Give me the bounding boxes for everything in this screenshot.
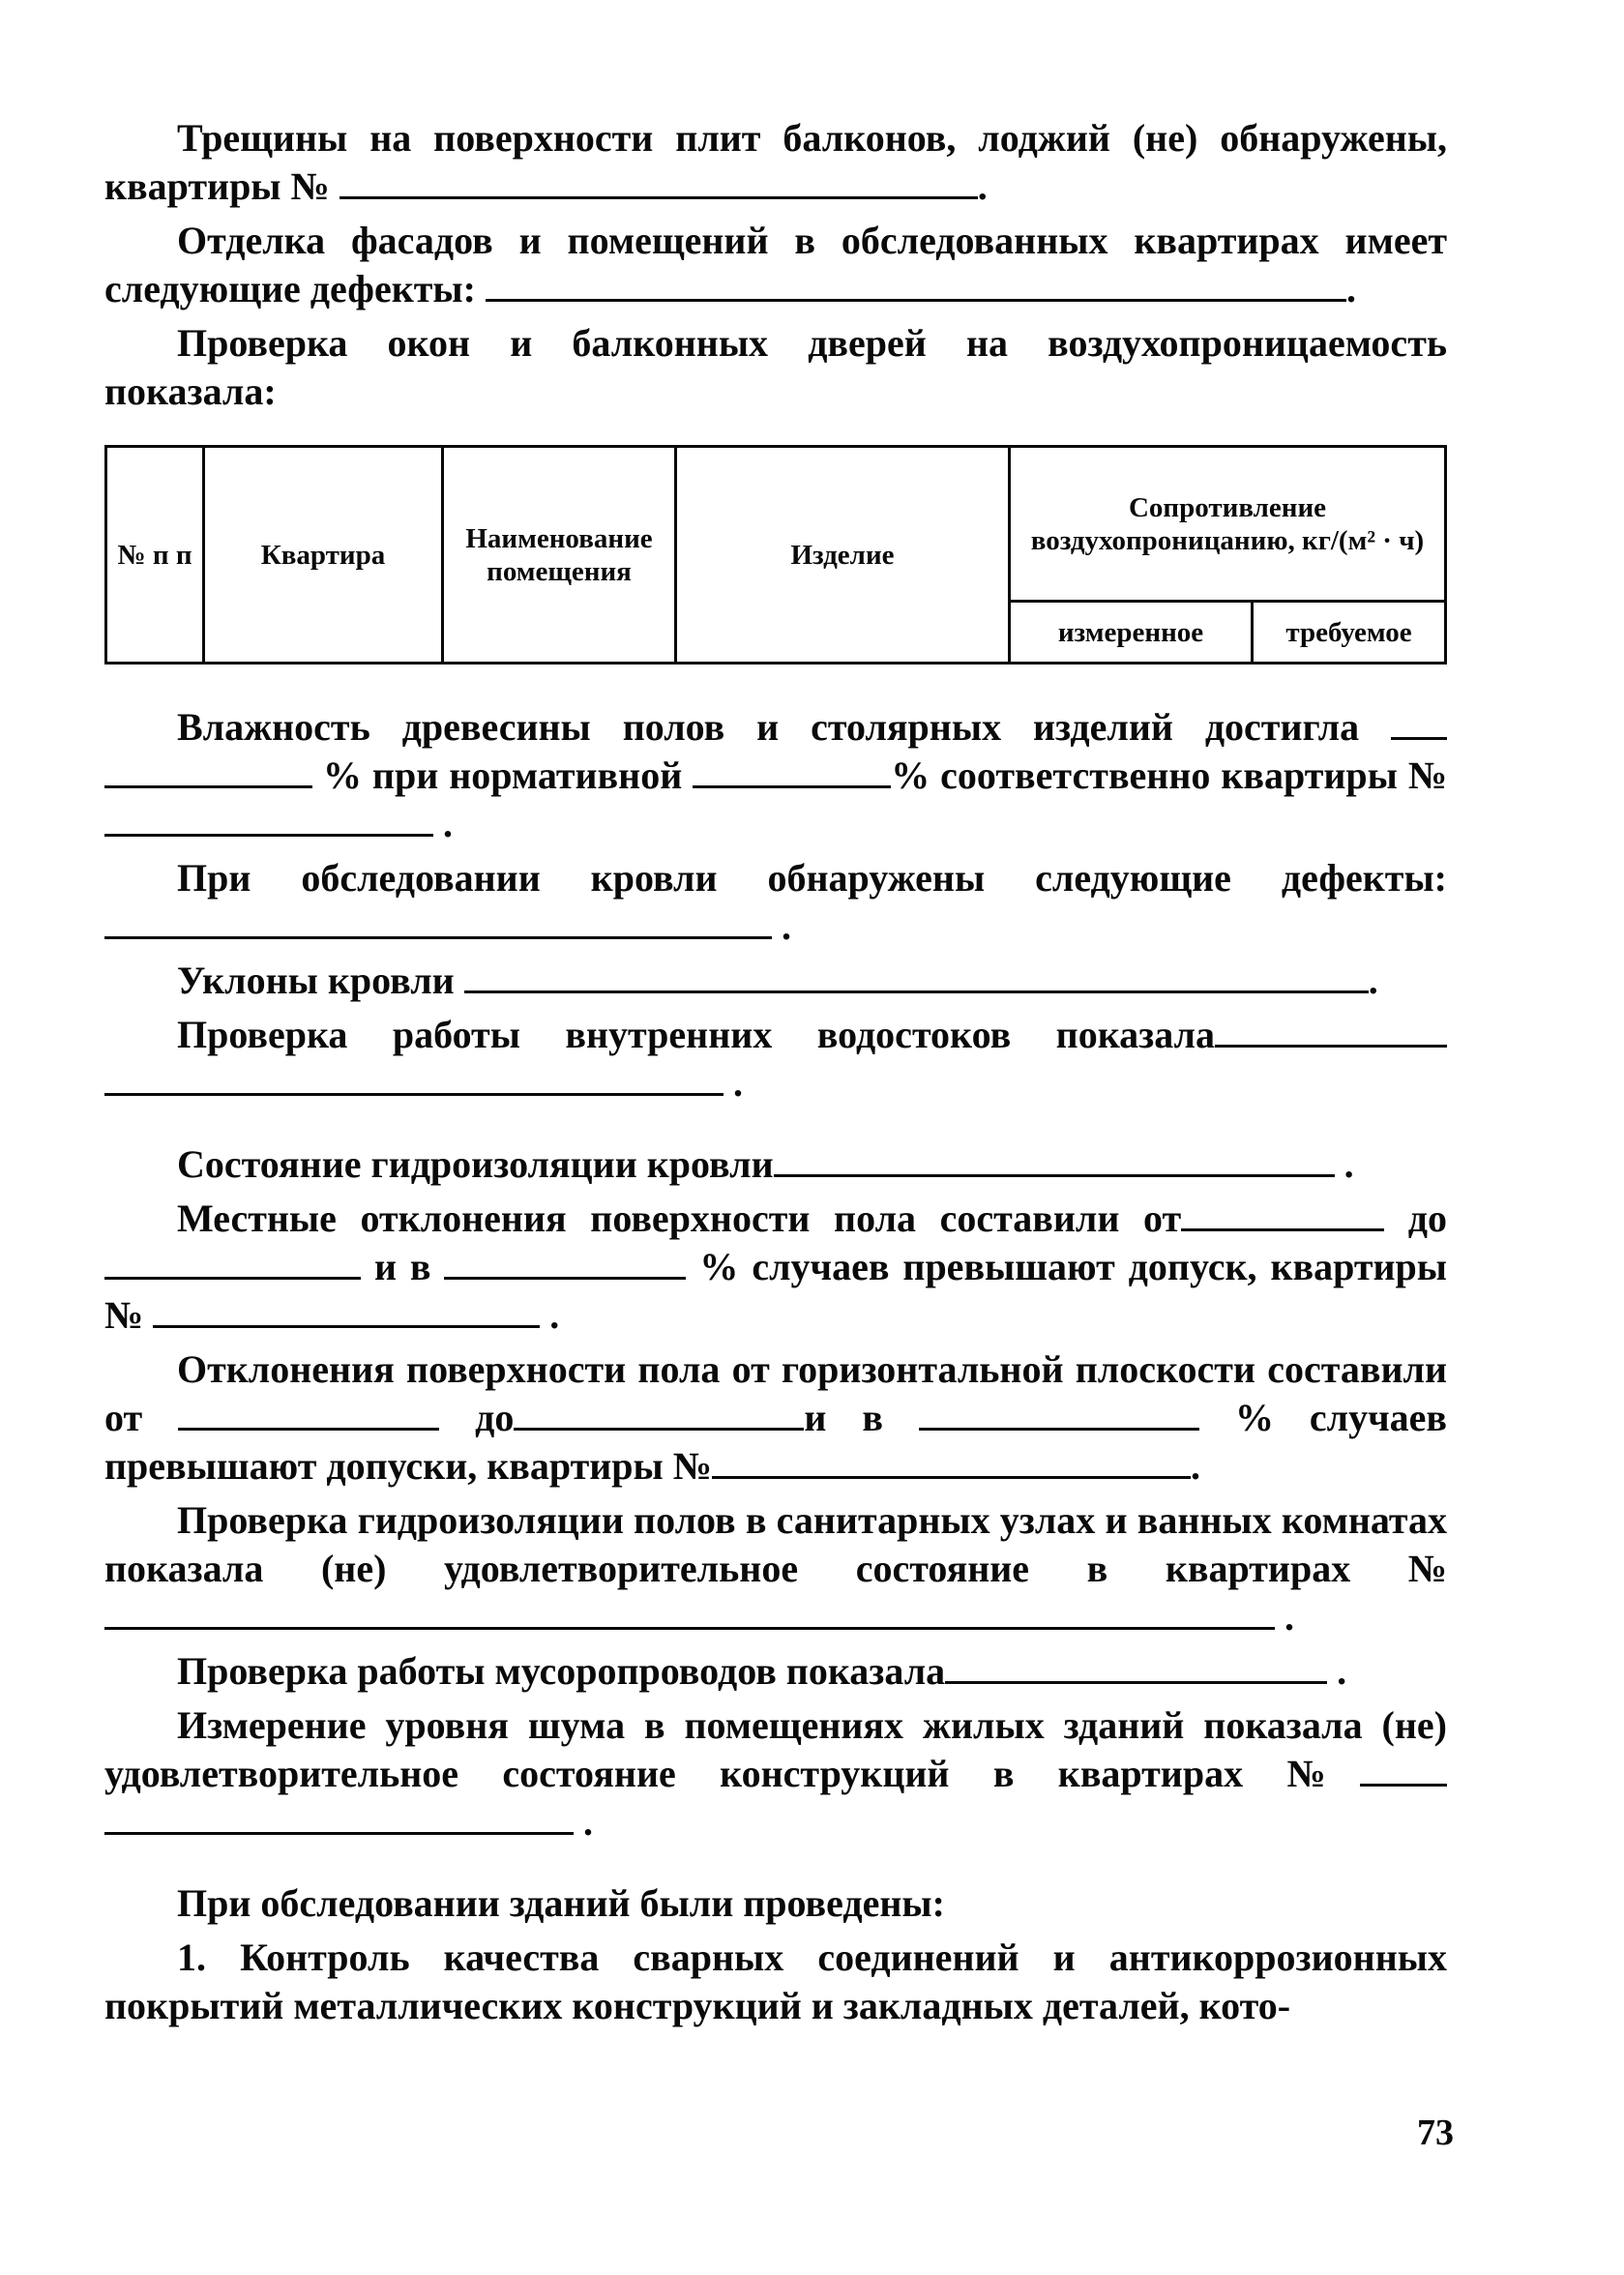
paragraph-roof-waterproofing: Состояние гидроизоляции кровли .	[177, 1142, 1354, 1186]
paragraph-wood-moisture: Влажность древесины полов и столярных изделий достигла % при нормативной % соответственно квартиры № .	[104, 703, 1447, 848]
paragraph-noise-level: Измерение уровня шума в помещениях жилых зданий показала (не) удовлетворительное состояние конструкций в квартирах № .	[104, 1703, 1447, 1844]
paragraph-roof-slopes: Уклоны кровли .	[177, 959, 1378, 1002]
paragraph-balcony-cracks: Трещины на поверхности плит балконов, лоджий (не) обнаружены, квартиры № .	[104, 116, 1447, 208]
paragraph-welding-control: 1. Контроль качества сварных соединений и антикоррозионных покрытий металлических конструкций и закладных деталей, кото-	[104, 1935, 1447, 2027]
fill-line[interactable]	[104, 1244, 361, 1280]
fill-line[interactable]	[104, 753, 312, 788]
fill-line[interactable]	[444, 1244, 686, 1280]
table-header-required: требуемое	[1253, 602, 1446, 664]
table-header-apartment: Квартира	[204, 447, 443, 664]
fill-line[interactable]	[1391, 704, 1447, 740]
fill-line[interactable]	[340, 163, 978, 199]
paragraph-floor-local-deviations: Местные отклонения поверхности пола составили от до и в % случаев превышают допуск, квартиры № .	[104, 1197, 1448, 1337]
fill-line[interactable]	[514, 1395, 804, 1431]
fill-line[interactable]	[104, 903, 772, 939]
paragraph-sanitary-waterproofing: Проверка гидроизоляции полов в санитарных узлах и ванных комнатах показала (не) удовлетворительное состояние в квартирах № .	[104, 1498, 1447, 1639]
fill-line[interactable]	[464, 958, 1369, 993]
paragraph-facade-defects: Отделка фасадов и помещений в обследованных квартирах имеет следующие дефекты: .	[104, 219, 1447, 310]
fill-line[interactable]	[945, 1648, 1327, 1684]
fill-line[interactable]	[104, 801, 433, 837]
fill-line[interactable]	[486, 266, 1346, 302]
fill-line[interactable]	[104, 1594, 1275, 1630]
paragraph-air-permeability: Проверка окон и балконных дверей на воздухопроницаемость показала:	[104, 321, 1447, 413]
document-page	[104, 114, 1447, 2036]
fill-line[interactable]	[1360, 1751, 1447, 1787]
table-header-measured: измеренное	[1010, 602, 1253, 664]
fill-line[interactable]	[178, 1395, 439, 1431]
fill-line[interactable]	[693, 753, 891, 788]
fill-line[interactable]	[1215, 1012, 1447, 1048]
paragraph-drains: Проверка работы внутренних водостоков показала .	[104, 1011, 1447, 1108]
fill-line[interactable]	[1181, 1196, 1384, 1231]
fill-line[interactable]	[153, 1292, 540, 1328]
air-permeability-table	[104, 445, 1447, 665]
fill-line[interactable]	[774, 1141, 1335, 1177]
fill-line[interactable]	[104, 1060, 723, 1096]
paragraph-garbage-chutes: Проверка работы мусоропроводов показала .	[177, 1649, 1347, 1693]
paragraph-roof-defects: При обследовании кровли обнаружены следующие дефекты: .	[104, 854, 1447, 951]
table-header-resistance: Сопротивление воздухопроницанию, кг/(м² · ч)	[1010, 447, 1446, 602]
fill-line[interactable]	[712, 1443, 1191, 1479]
table-header-item: Изделие	[676, 447, 1010, 664]
table-header-room: Наименование помещения	[443, 447, 676, 664]
paragraph-inspections-intro: При обследовании зданий были проведены:	[177, 1881, 945, 1925]
page-number: 73	[1417, 2112, 1454, 2153]
fill-line[interactable]	[104, 1799, 574, 1835]
fill-line[interactable]	[919, 1395, 1199, 1431]
paragraph-floor-horizontal-deviations: Отклонения поверхности пола от горизонтальной плоскости составили от до и в % случаев превышают допуски, квартиры № .	[104, 1347, 1448, 1488]
table-header-number: № п п	[106, 447, 204, 664]
